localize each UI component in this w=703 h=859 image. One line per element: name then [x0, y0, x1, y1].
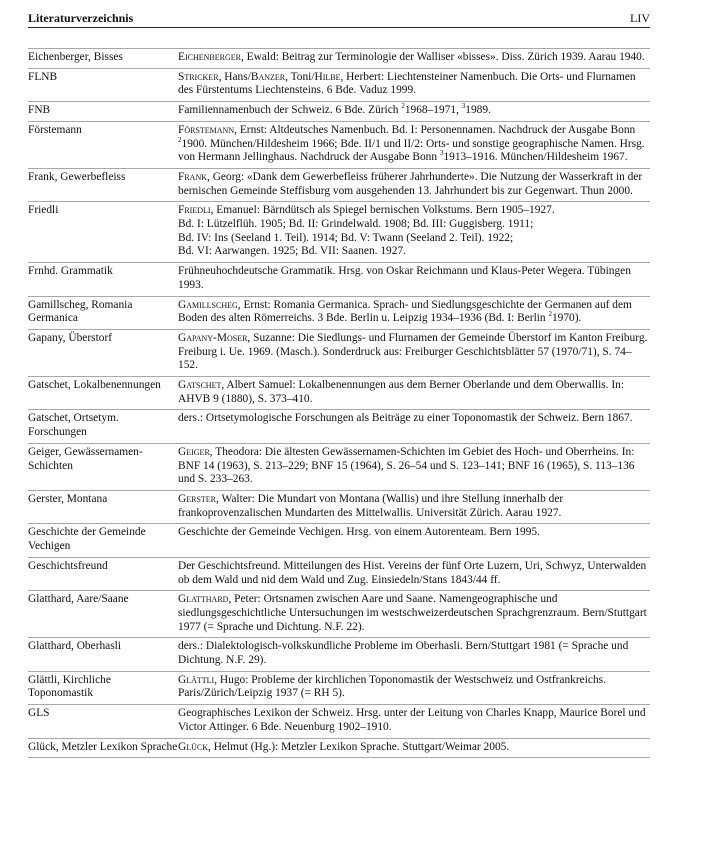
- bibliography-entry: [28, 410, 650, 443]
- entry-citation: [178, 124, 650, 165]
- entry-abbreviation: Förstemann: [28, 123, 82, 136]
- citation-text: , Peter: Ortsnamen zwischen Aare und Saane. Namengeographische und siedlungsgeschichtliche Untersuchungen im westschweizerdeutschen Sprachgrenzraum. Bern/Stuttgart 1977 (= Sprache und Dichtung. N.F. 22).: [178, 593, 647, 633]
- entry-citation: [178, 707, 650, 734]
- page-number: LIV: [630, 11, 650, 25]
- entry-citation: [178, 674, 650, 701]
- bibliography-entry: [28, 524, 650, 557]
- citation-text: , Ernst: Altdeutsches Namenbuch. Bd. I: Personennamen. Nachdruck der Ausgabe Bonn: [234, 123, 636, 136]
- entry-citation: [178, 332, 650, 373]
- citation-line: [178, 204, 650, 218]
- author-surname: Banzer: [250, 70, 286, 83]
- citation-text: , Ewald: Beitrag zur Terminologie der Walliser «bisses». Diss. Zürich 1939. Aarau 1940.: [240, 51, 645, 63]
- bibliography-entry: [28, 672, 650, 705]
- citation-text: , Ernst: Romania Germanica. Sprach- und Siedlungsgeschichte der Germanen auf dem Boden des alten Römerreichs. 3 Bde. Berlin u. Leipzig 1934–1936 (Bd. I: Berlin: [178, 298, 632, 325]
- bibliography-entry: [28, 297, 650, 330]
- entry-abbreviation: Eichenberger, Bisses: [28, 51, 123, 63]
- author-surname: Gamillscheg: [178, 298, 238, 311]
- entry-citation: [178, 493, 650, 520]
- citation-text: , Hugo: Probleme der kirchlichen Toponomastik der Westschweiz und Ostfrankreichs. Paris/Zürich/Leipzig 1937 (= RH 5).: [178, 673, 606, 700]
- entry-citation: [178, 104, 650, 118]
- citation-text: , Helmut (Hg.): Metzler Lexikon Sprache. Stuttgart/Weimar 2005.: [208, 740, 510, 753]
- entry-abbreviation: Gapany, Überstorf: [28, 331, 113, 344]
- citation-text: , Walter: Die Mundart von Montana (Wallis) und ihre Stellung innerhalb der frankoprovenzalischen Mundarten des Mittelwallis. Universität Zürich. Aarau 1927.: [178, 492, 564, 519]
- author-surname: Eichenberger: [178, 51, 241, 63]
- citation-text: , Theodora: Die ältesten Gewässernamen-Schichten im Gebiet des Hoch- und Oberrheins. In: BNF 14 (1963), S. 213–229; BNF 15 (1964), S. 26–54 und S. 123–141; BNF 16 (1965), S. 113–136 und S. 233–263.: [178, 445, 635, 486]
- citation-text: Der Geschichtsfreund. Mitteilungen des Hist. Vereins der fünf Orte Luzern, Uri, Schwyz, Unterwalden ob dem Wald und nid dem Wald und Zug. Einsiedeln/Stans 1843/44 ff.: [178, 559, 647, 586]
- bibliography-entry: [28, 591, 650, 638]
- author-surname: Frank: [178, 170, 208, 183]
- superscript-edition: 2: [178, 135, 182, 144]
- bibliography-entry: [28, 122, 650, 169]
- entry-abbreviation: Friedli: [28, 204, 59, 217]
- citation-text: ders.: Ortsetymologische Forschungen als Beiträge zu einer Toponomastik der Schweiz. Bern 1867.: [178, 412, 633, 425]
- citation-text: , Georg: «Dank dem Gewerbefleiss früherer Jahrhunderte». Die Nutzung der Wasserkraft in der bernischen Gemeinde Steffisburg vom ausgehenden 13. Jahrhundert bis zur Gegenwart. Thun 2000.: [178, 170, 643, 197]
- entry-citation: [178, 299, 650, 326]
- bibliography-entry: [28, 558, 650, 591]
- entry-citation: [178, 741, 650, 755]
- bibliography-entry: [28, 202, 650, 263]
- bibliography-entry: [28, 444, 650, 491]
- author-surname: Geiger: [178, 445, 210, 458]
- citation-line: [178, 232, 650, 246]
- superscript-edition: 2: [548, 310, 552, 319]
- superscript-edition: 2: [401, 102, 405, 111]
- bibliography-entry: [28, 69, 650, 102]
- page: [28, 11, 650, 758]
- citation-text: , Hans/: [218, 70, 251, 83]
- citation-text: 1968–1971,: [404, 104, 462, 117]
- citation-text: , Emanuel: Bärndütsch als Spiegel bernischen Volkstums. Bern 1905–1927.: [210, 204, 555, 217]
- citation-text: 1970).: [551, 312, 582, 325]
- entry-abbreviation: Geiger, Gewässernamen-Schichten: [28, 445, 143, 472]
- entry-abbreviation: Gatschet, Ortsetym. Forschungen: [28, 412, 119, 439]
- citation-text: ders.: Dialektologisch-volkskundliche Probleme im Oberhasli. Bern/Stuttgart 1981 (= Sprache und Dichtung. N.F. 29).: [178, 640, 629, 667]
- entry-citation: [178, 379, 650, 406]
- citation-text: Geschichte der Gemeinde Vechigen. Hrsg. von einem Autorenteam. Bern 1995.: [178, 526, 540, 539]
- author-surname: Gerster: [178, 492, 217, 505]
- bibliography-entry: [28, 48, 650, 69]
- entry-abbreviation: Frnhd. Grammatik: [28, 265, 113, 278]
- author-surname: Hilbe: [314, 70, 341, 83]
- citation-line: [178, 245, 650, 259]
- citation-text: Frühneuhochdeutsche Grammatik. Hrsg. von Oskar Reichmann und Klaus-Peter Wegera. Tübingen 1993.: [178, 265, 631, 291]
- entry-citation: [178, 446, 650, 487]
- citation-text: Bd. IV: Ins (Seeland 1. Teil). 1914; Bd. V: Twann (Seeland 2. Teil). 1922;: [178, 231, 514, 244]
- author-surname: Glättli: [178, 673, 215, 686]
- entry-citation: [178, 412, 650, 439]
- author-surname: Stricker: [178, 70, 219, 83]
- author-surname: Förstemann: [178, 123, 235, 136]
- author-surname: Friedli: [178, 204, 211, 217]
- entry-citation: [178, 640, 650, 667]
- entry-abbreviation: Gatschet, Lokalbenennungen: [28, 379, 161, 392]
- entry-abbreviation: GLS: [28, 707, 50, 720]
- entry-abbreviation: Frank, Gewerbefleiss: [28, 170, 126, 183]
- bibliography-entry: [28, 102, 650, 122]
- citation-text: , Toni/: [285, 70, 315, 83]
- author-surname: Gapany-Moser: [178, 331, 248, 344]
- entry-abbreviation: Gerster, Montana: [28, 492, 108, 505]
- citation-text: , Albert Samuel: Lokalbenennungen aus dem Berner Oberlande und dem Oberwallis. In: AHVB 9 (1880), S. 373–410.: [178, 379, 625, 405]
- bibliography-entry: [28, 330, 650, 377]
- bibliography-list: [28, 48, 650, 758]
- entry-abbreviation: Glättli, Kirchliche Toponomastik: [28, 673, 111, 700]
- citation-text: 1900. München/Hildesheim 1966; Bde. II/1 und II/2: Orts- und sonstige geographische Namen. Hrsg. von Hermann Jellinghaus. Nachdruck der Ausgabe Bonn: [178, 137, 645, 164]
- running-title: Literaturverzeichnis: [28, 11, 134, 25]
- citation-line: [178, 218, 650, 232]
- page-header: [28, 11, 650, 28]
- citation-text: 1989.: [465, 104, 491, 117]
- entry-abbreviation: Glatthard, Oberhasli: [28, 640, 121, 653]
- citation-text: Familiennamenbuch der Schweiz. 6 Bde. Zürich: [178, 104, 402, 117]
- superscript-edition: 3: [439, 149, 444, 158]
- citation-text: Bd. VI: Aarwangen. 1925; Bd. VII: Saanen. 1927.: [178, 245, 406, 258]
- entry-abbreviation: FLNB: [28, 70, 58, 83]
- entry-citation: [178, 204, 650, 259]
- bibliography-entry: [28, 739, 650, 759]
- citation-text: Bd. I: Lützelflüh. 1905; Bd. II: Grindelwald. 1908; Bd. III: Guggisberg. 1911;: [178, 218, 534, 231]
- superscript-edition: 3: [461, 102, 466, 111]
- bibliography-entry: [28, 705, 650, 738]
- entry-abbreviation: Glatthard, Aare/Saane: [28, 593, 129, 606]
- entry-abbreviation: Gamillscheg, Romania Germanica: [28, 298, 133, 325]
- bibliography-entry: [28, 638, 650, 671]
- author-surname: Gatschet: [178, 379, 222, 392]
- citation-text: , Suzanne: Die Siedlungs- und Flurnamen der Gemeinde Überstorf im Kanton Freiburg. Freiburg i. Ue. 1969. (Masch.). Sonderdruck aus: Freiburger Geschichtsblätter 57 (1970/71), S. 74–152.: [178, 331, 648, 372]
- entry-abbreviation: Geschichtsfreund: [28, 559, 108, 572]
- citation-text: Geographisches Lexikon der Schweiz. Hrsg. unter der Leitung von Charles Knapp, Maurice Borel und Victor Attinger. 6 Bde. Neuenburg 1902–1910.: [178, 707, 646, 733]
- entry-citation: [178, 171, 650, 198]
- author-surname: Glatthard: [178, 593, 229, 606]
- entry-citation: [178, 51, 650, 65]
- entry-abbreviation: FNB: [28, 104, 51, 117]
- entry-citation: [178, 265, 650, 292]
- author-surname: Glück: [178, 740, 209, 753]
- bibliography-entry: [28, 377, 650, 410]
- citation-text: , Herbert: Liechtensteiner Namenbuch. Die Orts- und Flurnamen des Fürstentums Liechtensteins. 6 Bde. Vaduz 1999.: [178, 70, 636, 97]
- entry-citation: [178, 560, 650, 587]
- entry-abbreviation: Glück, Metzler Lexikon Sprache: [28, 740, 178, 753]
- entry-abbreviation: Geschichte der Gemeinde Vechigen: [28, 526, 146, 553]
- bibliography-entry: [28, 263, 650, 296]
- entry-citation: [178, 71, 650, 98]
- entry-citation: [178, 593, 650, 634]
- bibliography-entry: [28, 169, 650, 202]
- citation-text: 1913–1916. München/Hildesheim 1967.: [443, 151, 628, 164]
- bibliography-entry: [28, 491, 650, 524]
- entry-citation: [178, 526, 650, 553]
